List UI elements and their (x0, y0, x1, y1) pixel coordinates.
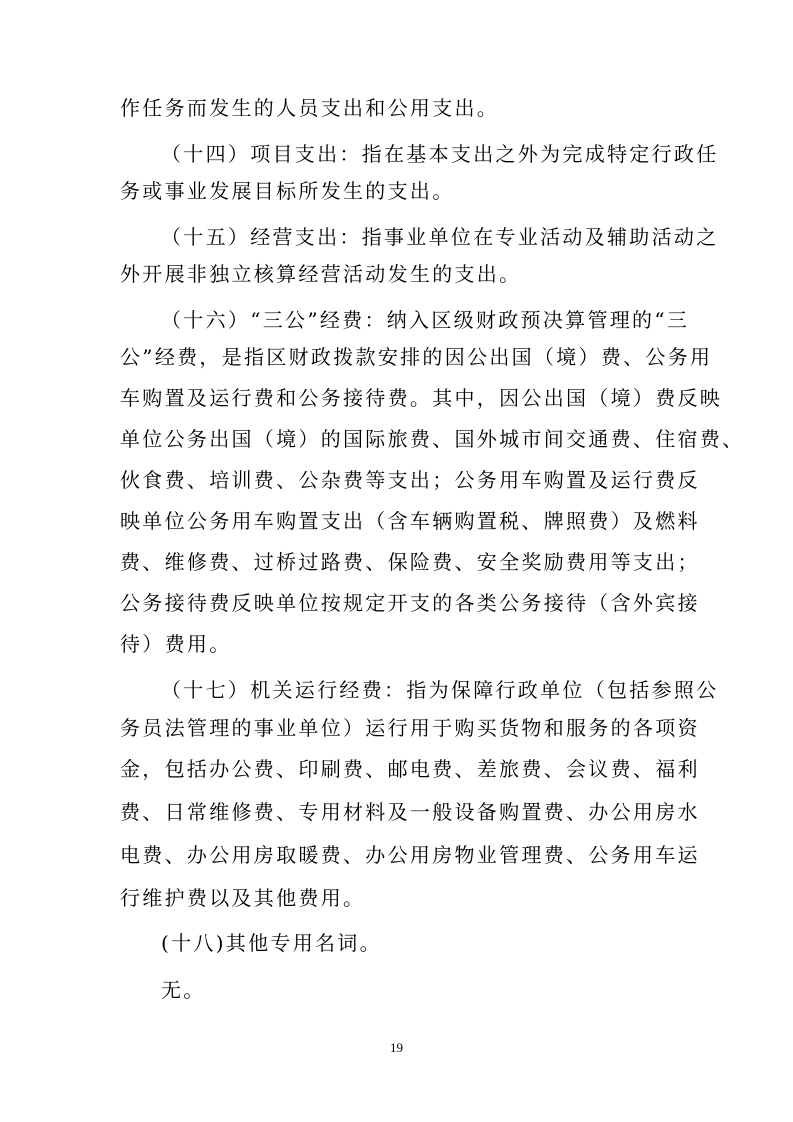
text-line: 单位公务出国（境）的国际旅费、国外城市间交通费、住宿费、 (120, 427, 745, 451)
text-line: 车购置及运行费和公务接待费。其中，因公出国（境）费反映 (120, 386, 723, 410)
text-line: 务员法管理的事业单位）运行用于购买货物和服务的各项资 (120, 716, 700, 740)
text-line: 费、维修费、过桥过路费、保险费、安全奖励费用等支出； (120, 550, 700, 574)
text-line: 费、日常维修费、专用材料及一般设备购置费、办公用房水 (120, 800, 700, 824)
text-line: （十六）“三公”经费：纳入区级财政预决算管理的“三 (161, 308, 690, 332)
text-line: 待）费用。 (120, 632, 232, 656)
text-line: 务或事业发展目标所发生的支出。 (120, 179, 455, 203)
text-line: （十四）项目支出：指在基本支出之外为完成特定行政任 (161, 142, 719, 166)
text-line: 公务接待费反映单位按规定开支的各类公务接待（含外宾接 (120, 591, 700, 615)
text-line: （十五）经营支出：指事业单位在专业活动及辅助活动之 (161, 225, 719, 249)
text-line: 映单位公务用车购置支出（含车辆购置税、牌照费）及燃料 (120, 509, 700, 533)
text-line: 伙食费、培训费、公杂费等支出；公务用车购置及运行费反 (120, 468, 700, 492)
text-line: 金，包括办公费、印刷费、邮电费、差旅费、会议费、福利 (120, 757, 700, 781)
text-line: 无。 (161, 978, 206, 1002)
text-line: （十七）机关运行经费：指为保障行政单位（包括参照公 (161, 678, 719, 702)
text-line: 外开展非独立核算经营活动发生的支出。 (120, 262, 522, 286)
text-line: 公”经费，是指区财政拨款安排的因公出国（境）费、公务用 (120, 345, 713, 369)
text-line: (十八)其他专用名词。 (161, 931, 382, 955)
text-line: 作任务而发生的人员支出和公用支出。 (120, 96, 500, 120)
text-line: 电费、办公用房取暖费、办公用房物业管理费、公务用车运 (120, 843, 700, 867)
text-line: 行维护费以及其他费用。 (120, 886, 366, 910)
page-number: 19 (390, 1040, 403, 1055)
